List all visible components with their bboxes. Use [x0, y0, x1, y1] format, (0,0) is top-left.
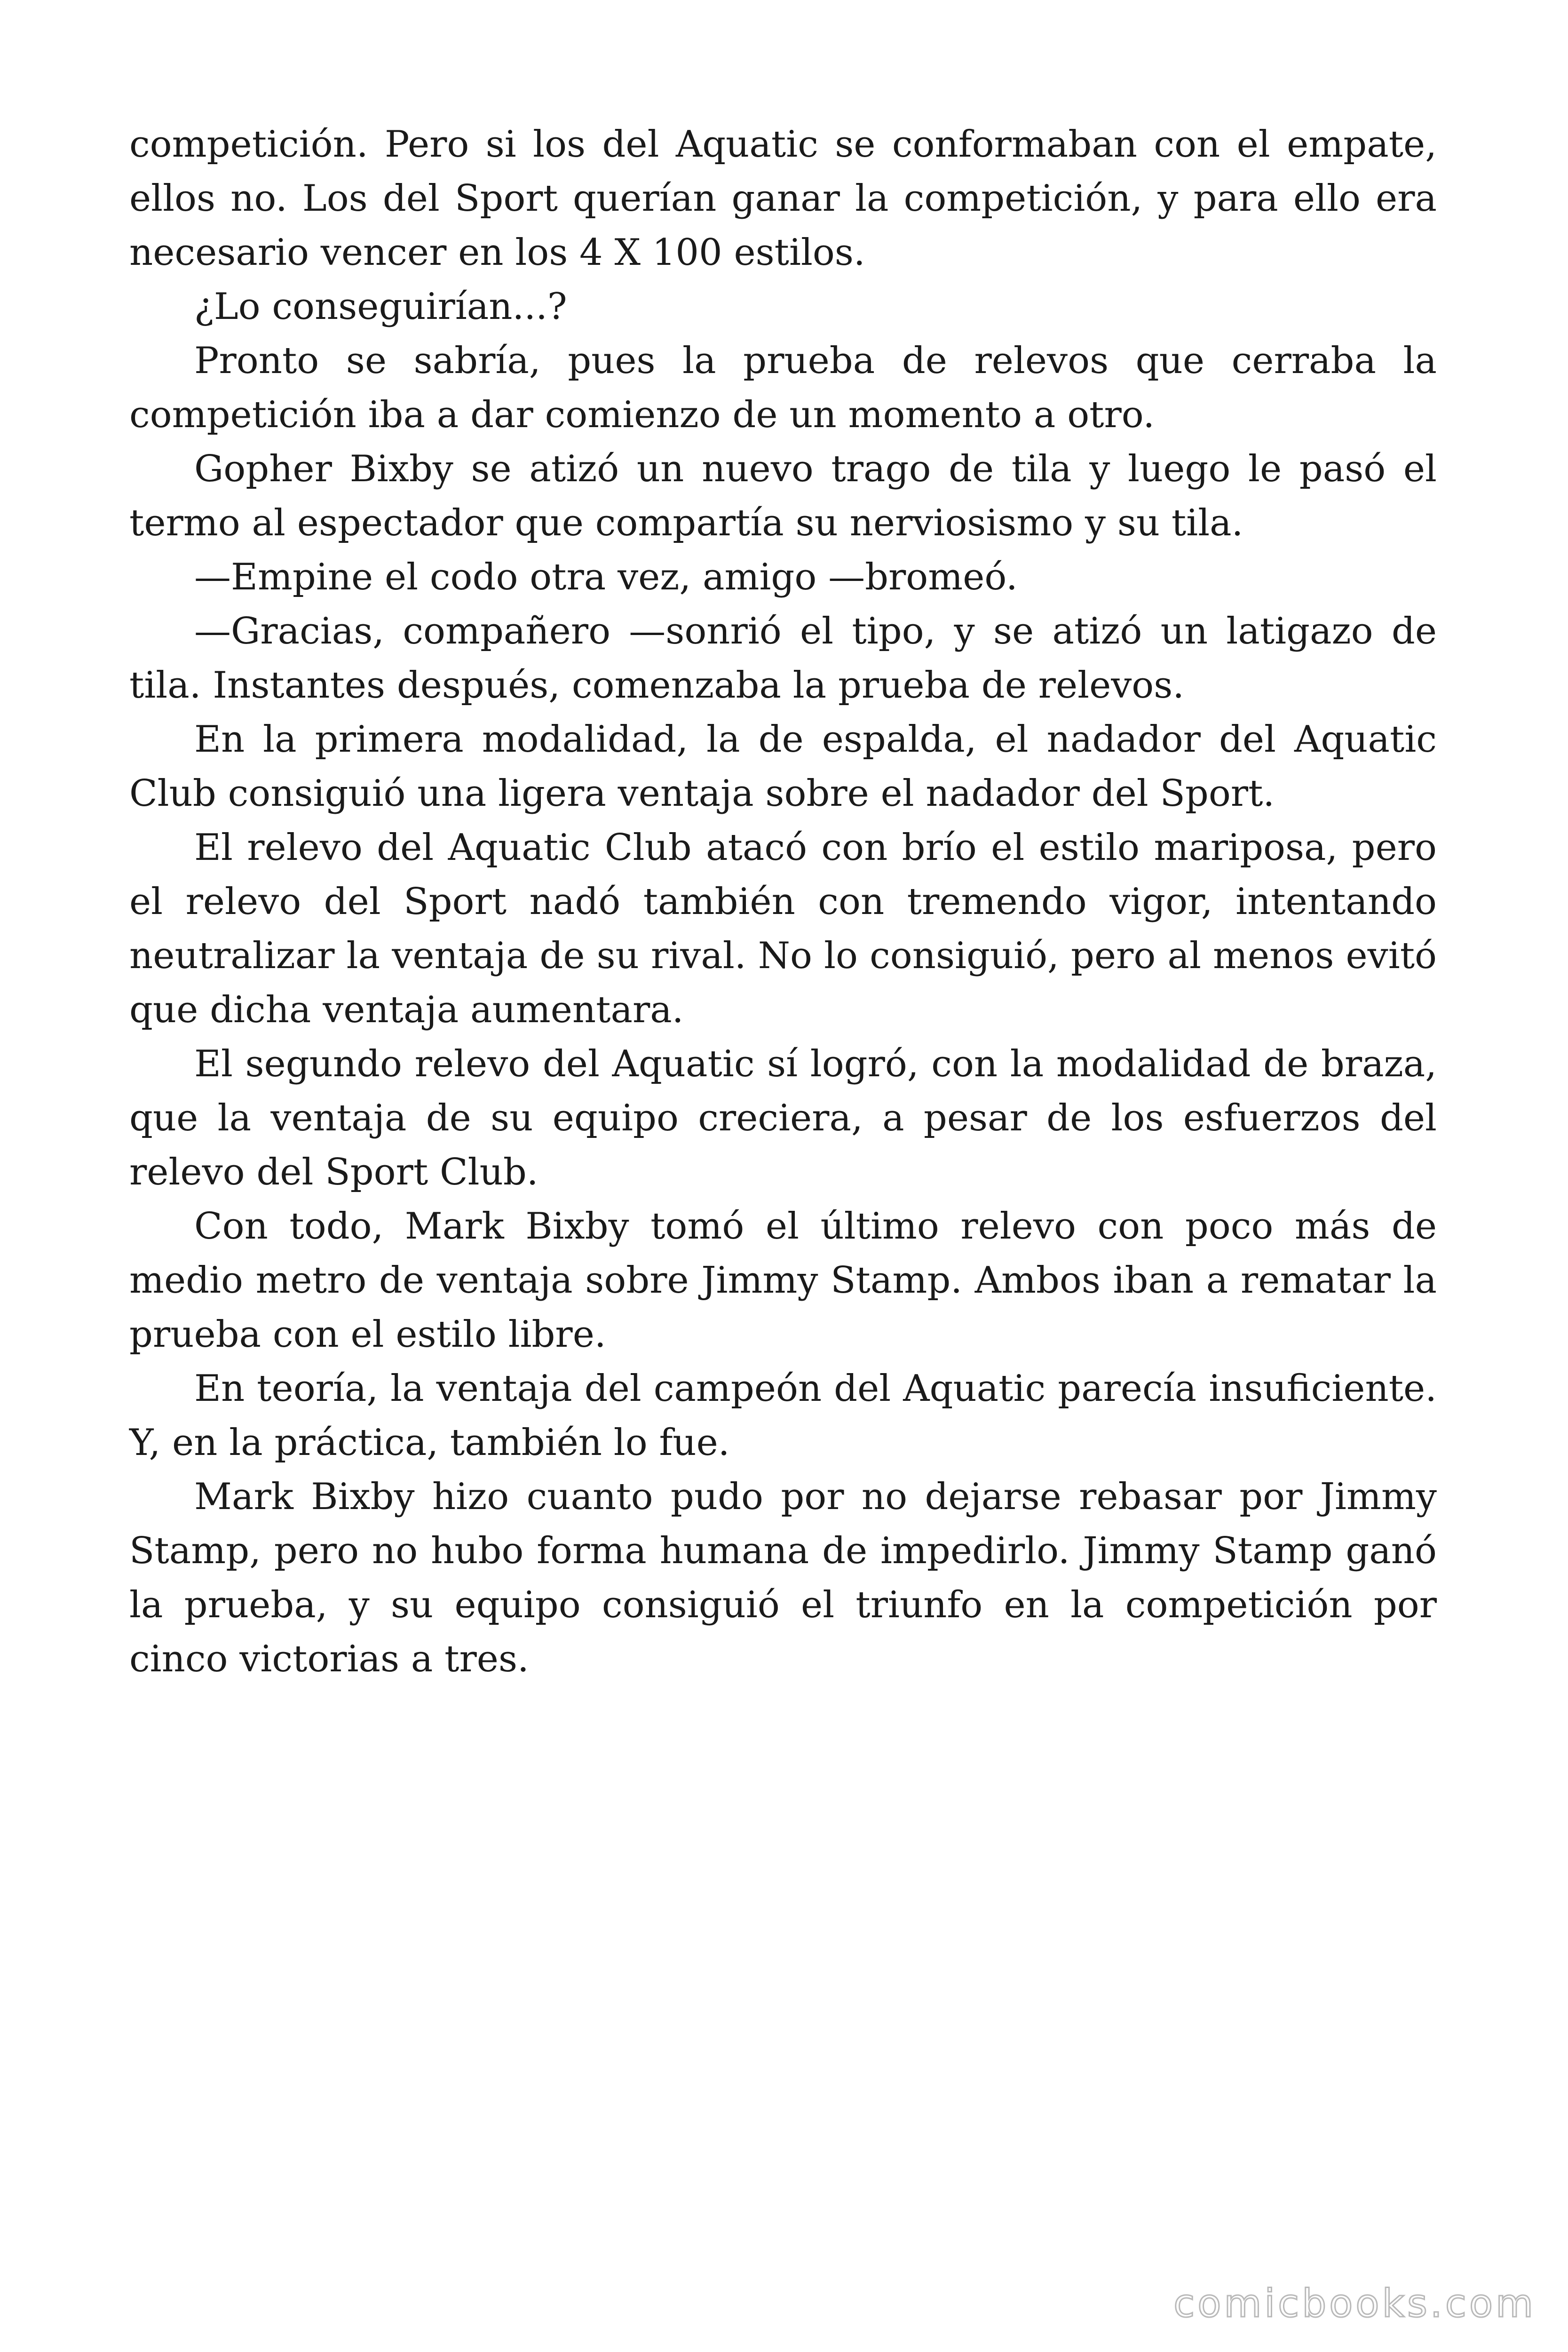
paragraph-12: Mark Bixby hizo cuanto pudo por no dejarse rebasar por Jimmy Stamp, pero no hubo forma humana de impedirlo. Jimmy Stamp ganó la prueba, y su equipo consiguió el triunfo en la competición por cinco victorias a tres.	[129, 1476, 1437, 1680]
paragraph-10: Con todo, Mark Bixby tomó el último relevo con poco más de medio metro de ventaja sobre Jimmy Stamp. Ambos iban a rematar la prueba con el estilo libre.	[129, 1205, 1437, 1356]
paragraph-3: Pronto se sabría, pues la prueba de relevos que cerraba la competición iba a dar comienzo de un momento a otro.	[129, 340, 1437, 436]
paragraph-7: En la primera modalidad, la de espalda, el nadador del Aquatic Club consiguió una ligera ventaja sobre el nadador del Sport.	[129, 718, 1437, 815]
paragraph-11: En teoría, la ventaja del campeón del Aquatic parecía insuficiente. Y, en la práctica, también lo fue.	[129, 1367, 1437, 1464]
paragraph-6: —Gracias, compañero —sonrió el tipo, y se atizó un latigazo de tila. Instantes después, comenzaba la prueba de relevos.	[129, 610, 1437, 707]
body-text	[129, 118, 1437, 1686]
watermark: comicbooks.com	[1173, 2281, 1536, 2326]
paragraph-8: El relevo del Aquatic Club atacó con brío el estilo mariposa, pero el relevo del Sport nadó también con tremendo vigor, intentando neutralizar la ventaja de su rival. No lo consiguió, pero al menos evitó que dicha ventaja aumentara.	[129, 826, 1437, 1031]
paragraph-2: ¿Lo conseguirían...?	[194, 286, 567, 328]
paragraph-4: Gopher Bixby se atizó un nuevo trago de tila y luego le pasó el termo al espectador que compartía su nerviosismo y su tila.	[129, 448, 1437, 544]
paragraph-9: El segundo relevo del Aquatic sí logró, con la modalidad de braza, que la ventaja de su equipo creciera, a pesar de los esfuerzos del relevo del Sport Club.	[129, 1043, 1437, 1193]
paragraph-5: —Empine el codo otra vez, amigo —bromeó.	[194, 556, 1018, 598]
paragraph-1: competición. Pero si los del Aquatic se conformaban con el empate, ellos no. Los del Sport querían ganar la competición, y para ello era necesario vencer en los 4 X 100 estilos.	[129, 123, 1437, 274]
